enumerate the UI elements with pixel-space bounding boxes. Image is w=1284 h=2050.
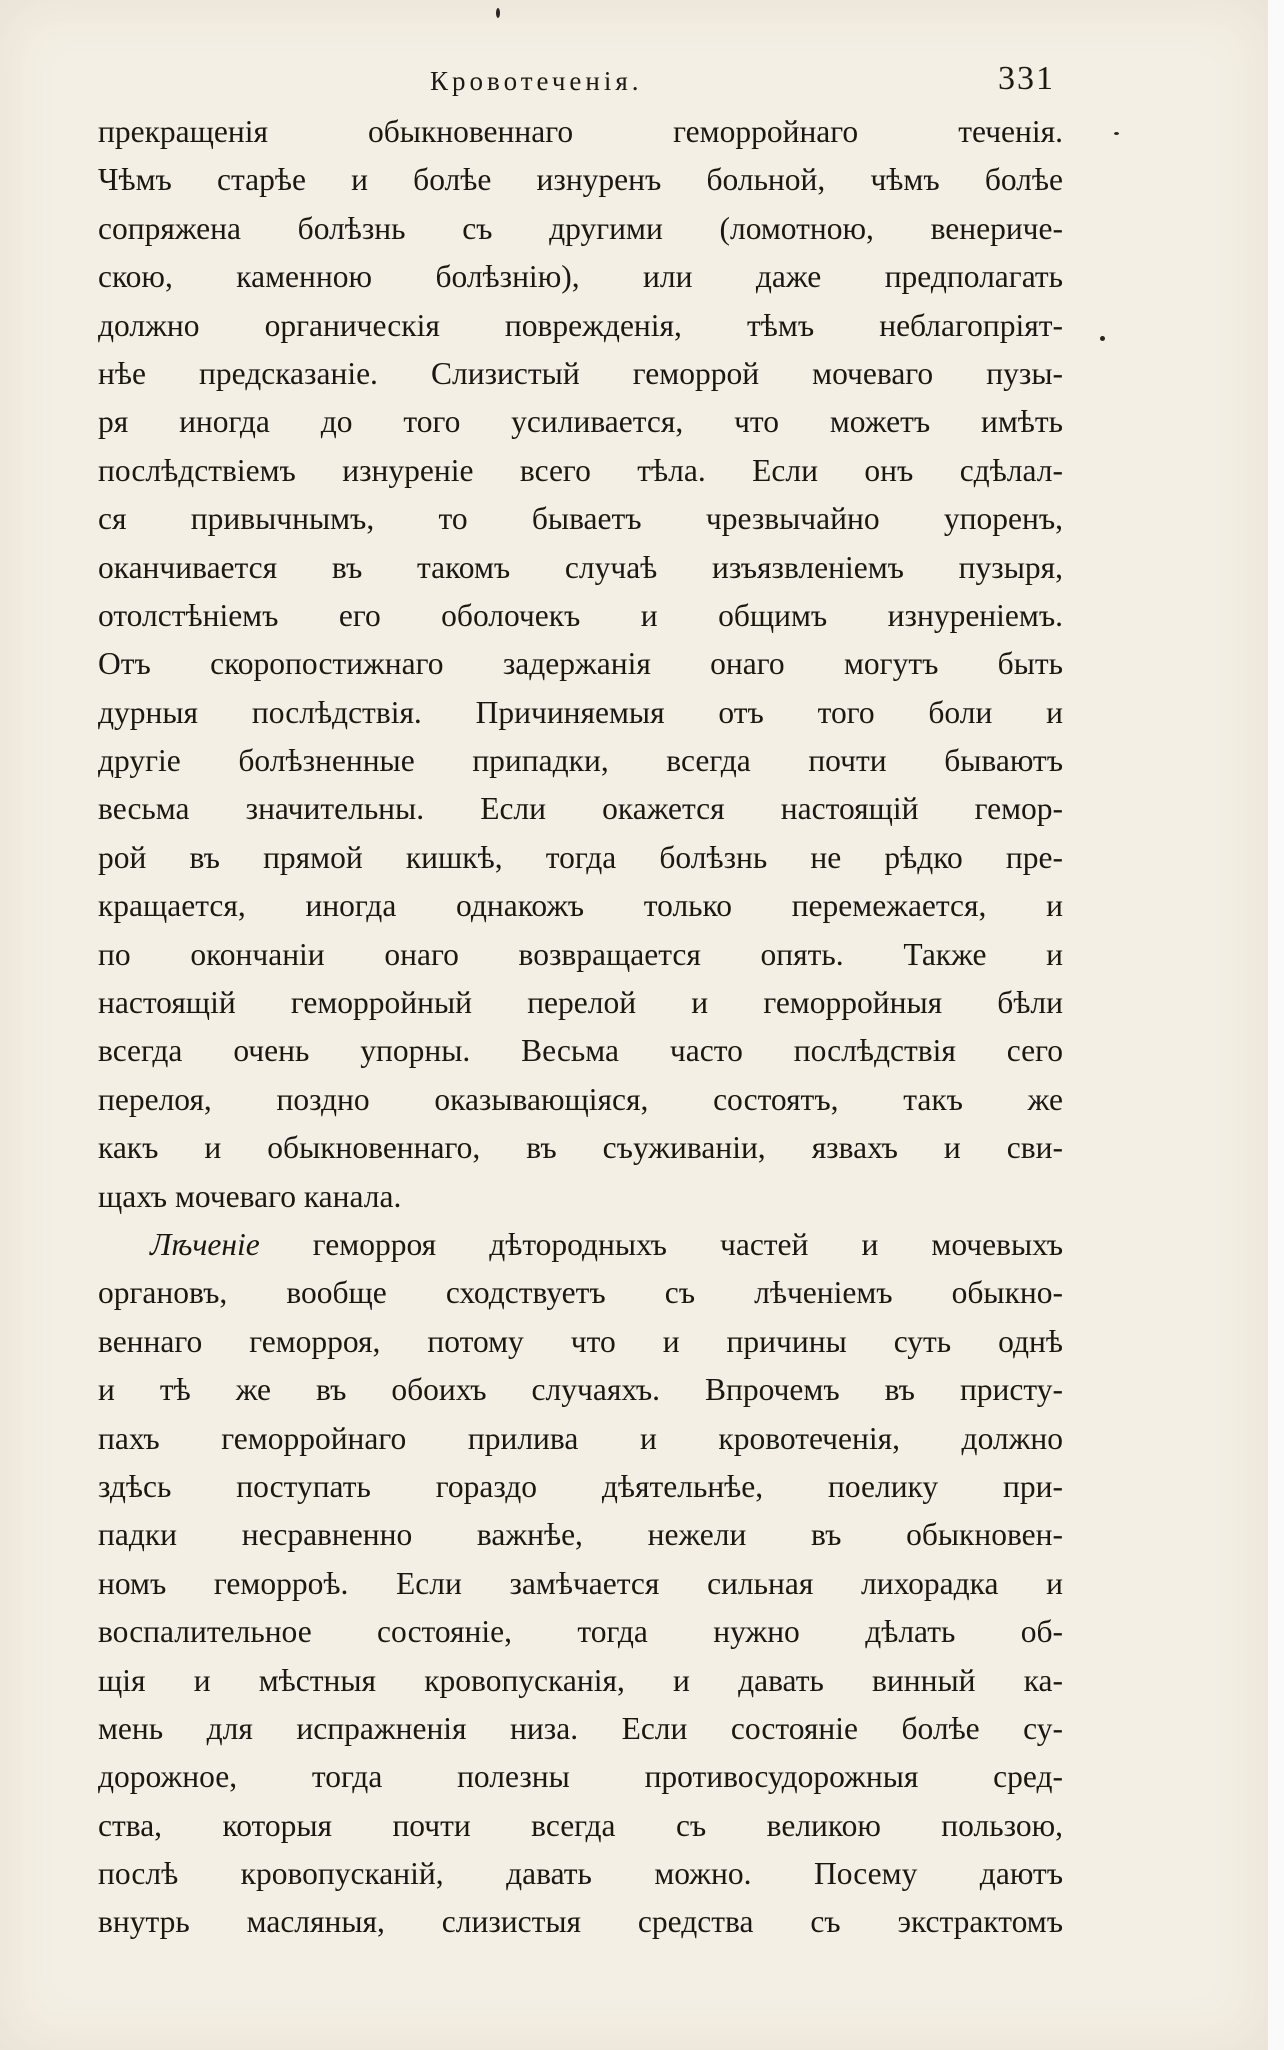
text-line: другіе болѣзненные припадки, всегда почти бываютъ (98, 743, 1063, 779)
text-line: скою, каменною болѣзнію), или даже предполагать (98, 259, 1063, 295)
text-line: органовъ, вообще сходствуетъ съ лѣченіемъ обыкно- (98, 1275, 1063, 1311)
text-line: пахъ геморройнаго прилива и кровотеченія, должно (98, 1420, 1063, 1456)
text-line: дурныя послѣдствія. Причиняемыя отъ того боли и (98, 694, 1063, 730)
text-line: перелоя, поздно оказывающіяся, состоятъ, такъ же (98, 1081, 1063, 1117)
text-line: ства, которыя почти всегда съ великою пользою, (98, 1807, 1063, 1843)
text-line: должно органическія поврежденія, тѣмъ неблагопріят- (98, 307, 1063, 343)
text-line: веннаго геморроя, потому что и причины суть однѣ (98, 1323, 1063, 1359)
text-line: воспалительное состояніе, тогда нужно дѣлать об- (98, 1614, 1063, 1650)
scan-margin (1268, 0, 1284, 2050)
text-line: послѣдствіемъ изнуреніе всего тѣла. Если онъ сдѣлал- (98, 452, 1063, 488)
text-line: номъ геморроѣ. Если замѣчается сильная лихорадка и (98, 1565, 1063, 1601)
text-line: Чѣмъ старѣе и болѣе изнуренъ больной, чѣмъ болѣе (98, 162, 1063, 198)
text-line: оканчивается въ такомъ случаѣ изъязвленіемъ пузыря, (98, 549, 1063, 585)
body-text (98, 108, 1063, 1947)
text-line: дорожное, тогда полезны противосудорожныя сред- (98, 1759, 1063, 1795)
italic-lead-word: Лѣченіе (150, 1226, 260, 1262)
text-line: щахъ мочеваго канала. (98, 1178, 402, 1214)
text-line: отолстѣніемъ его оболочекъ и общимъ изнуреніемъ. (98, 597, 1063, 633)
text-line: и тѣ же въ обоихъ случаяхъ. Впрочемъ въ присту- (98, 1372, 1063, 1408)
text-line: прекращенія обыкновеннаго геморройнаго теченія. (98, 114, 1063, 149)
text-line: падки несравненно важнѣе, нежели въ обыкновен- (98, 1517, 1063, 1553)
text-line: всегда очень упорны. Весьма часто послѣдствія сего (98, 1033, 1063, 1069)
opening-line-rest: геморроя дѣтородныхъ частей и мочевыхъ (259, 1226, 1063, 1262)
text-line: настоящій геморройный перелой и геморройныя бѣли (98, 985, 1063, 1021)
ink-speck (496, 8, 500, 18)
page-number: 331 (998, 60, 1055, 97)
text-line: кращается, иногда однакожъ только перемежается, и (98, 888, 1063, 924)
text-line: весьма значительны. Если окажется настоящій гемор- (98, 791, 1063, 827)
text-line: нѣе предсказаніе. Слизистый геморрой мочеваго пузы- (98, 355, 1063, 391)
text-line: Отъ скоропостижнаго задержанія онаго могутъ быть (98, 646, 1063, 682)
text-line: щія и мѣстныя кровопусканія, и давать винный ка- (98, 1662, 1063, 1698)
text-line: ря иногда до того усиливается, что можетъ имѣть (98, 404, 1063, 440)
ink-speck (1114, 132, 1119, 135)
text-line: здѣсь поступать гораздо дѣятельнѣе, поелику при- (98, 1468, 1063, 1504)
paragraph-opening-line (98, 1221, 1063, 1269)
text-line: внутрь масляныя, слизистыя средства съ экстрактомъ (98, 1904, 1063, 1940)
text-line: ся привычнымъ, то бываетъ чрезвычайно упоренъ, (98, 501, 1063, 537)
text-line: по окончаніи онаго возвращается опять. Также и (98, 936, 1063, 972)
text-line: послѣ кровопусканій, давать можно. Посему даютъ (98, 1856, 1063, 1892)
text-line: сопряжена болѣзнь съ другими (ломотною, венериче- (98, 210, 1063, 246)
ink-speck (1100, 336, 1105, 341)
text-line: рой въ прямой кишкѣ, тогда болѣзнь не рѣдко пре- (98, 839, 1063, 875)
running-title: Кровотеченія. (430, 66, 643, 96)
text-line: мень для испражненія низа. Если состояніе болѣе су- (98, 1710, 1063, 1746)
text-line: какъ и обыкновеннаго, въ съуживаніи, язвахъ и сви- (98, 1130, 1063, 1166)
